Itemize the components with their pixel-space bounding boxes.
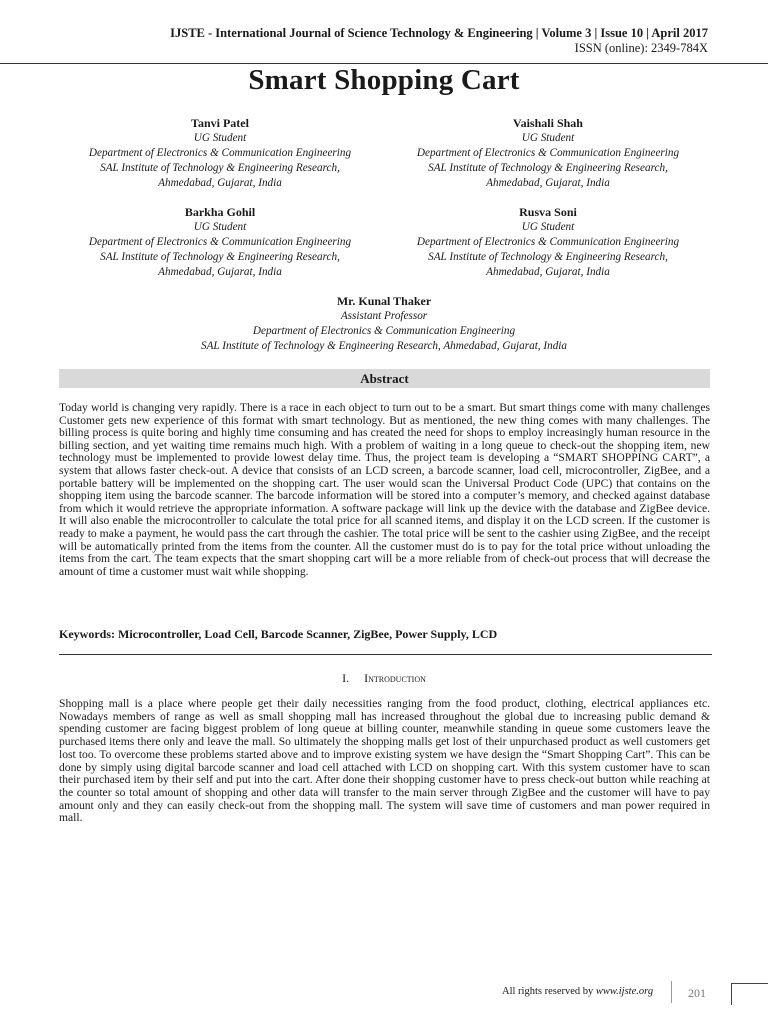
section-heading-introduction bbox=[0, 671, 768, 686]
author-institution: SAL Institute of Technology & Engineering Research, bbox=[100, 162, 340, 174]
author-name: Barkha Gohil bbox=[184, 205, 256, 219]
author-role: Assistant Professor bbox=[340, 310, 428, 322]
author-location: Ahmedabad, Gujarat, India bbox=[486, 177, 610, 189]
author-institution: SAL Institute of Technology & Engineering Research, bbox=[428, 162, 668, 174]
author-role: UG Student bbox=[521, 132, 575, 144]
author-department: Department of Electronics & Communication Engineering bbox=[88, 236, 352, 248]
author-department: Department of Electronics & Communication Engineering bbox=[416, 236, 680, 248]
author-role: UG Student bbox=[193, 221, 247, 233]
author-institution: SAL Institute of Technology & Engineering Research, bbox=[100, 251, 340, 263]
footer-website-link[interactable]: www.ijste.org bbox=[595, 986, 654, 997]
author-department: Department of Electronics & Communication Engineering bbox=[88, 147, 352, 159]
abstract-body: Today world is changing very rapidly. There is a race in each object to turn out to be a smart. But smart things come with many challenges Customer gets new experience of this format with smart technology. But as mentioned, the new thing comes with many challenges. The billing process is quite boring and highly time consuming and has created the need for shops to employ increasingly human resource in the billing section, and yet waiting time remains much high. With a problem of waiting in a long queue to check-out the shopping item, new technology must be implemented to provide lowest delay time. Thus, the project team is developing a “SMART SHOPPING CART”, a system that allows faster check-out. A device that consists of an LCD screen, a barcode scanner, load cell, microcontroller, ZigBee, and a portable battery will be implemented on the shopping cart. The user would scan the Universal Product Code (UPC) that contains on the shopping item using the barcode scanner. The barcode information will be stored into a computer’s memory, and checked against database from which it would retrieve the appropriate information. A software package will link up the device with the database and ZigBee device. It will also enable the microcontroller to calculate the total price for all scanned items, and display it on the LCD screen. If the customer is ready to make a payment, he would pass the cart through the cashier. The total price will be sent to the cashier using ZigBee, and the receipt will be automatically printed from the items from the counter. All the customer must do is to pay for the total price without unloading the items from the cart. The team expects that the smart shopping cart will be a more reliable from of check-out process that will decrease the amount of time a customer must wait while shopping. bbox=[59, 401, 710, 578]
author-block-1 bbox=[55, 116, 385, 191]
introduction-body: Shopping mall is a place where people get their daily necessities ranging from the food product, clothing, electrical appliances etc. Nowadays members of range as well as small shopping mall has increased throughout the global due to increasing public demand & spending customer are facing biggest problem of long queue at billing counter, meanwhile standing in queue some customers leave the purchased items there only and leave the mall. So ultimately the shopping malls get lost of their unpurchased product as well customers get lost too. To overcome these problems started above and to improve existing system we have design the “Smart Shopping Cart”. This can be done by simply using digital barcode scanner and load cell attached with LCD on shopping cart. With this system customer have to scan their purchased item by their self and put into the cart. After done their shopping customer have to press check-out button while reaching at the counter so total amount of shopping and other data will transfer to the main server through ZigBee and the customer will have to pay amount only and they can easily check-out from the shopping mall. The system will save time of customers and man power required in mall. bbox=[59, 697, 710, 825]
journal-header bbox=[170, 26, 708, 56]
author-block-2 bbox=[383, 116, 713, 191]
journal-header-line: IJSTE - International Journal of Science Technology & Engineering | Volume 3 | Issue 10 | April 2017 bbox=[170, 26, 708, 40]
keywords-line: Keywords: Microcontroller, Load Cell, Barcode Scanner, ZigBee, Power Supply, LCD bbox=[59, 627, 498, 641]
author-location: Ahmedabad, Gujarat, India bbox=[158, 177, 282, 189]
footer-rights bbox=[502, 986, 653, 997]
author-department: Department of Electronics & Communication Engineering bbox=[416, 147, 680, 159]
author-institution: SAL Institute of Technology & Engineering Research, Ahmedabad, Gujarat, India bbox=[200, 340, 568, 352]
author-block-4 bbox=[383, 205, 713, 280]
author-location: Ahmedabad, Gujarat, India bbox=[486, 266, 610, 278]
author-name: Rusva Soni bbox=[519, 205, 577, 219]
author-name: Vaishali Shah bbox=[513, 116, 583, 130]
footer-rights-prefix: All rights reserved by bbox=[502, 986, 594, 997]
section-divider bbox=[59, 654, 712, 655]
author-location: Ahmedabad, Gujarat, India bbox=[158, 266, 282, 278]
author-name: Tanvi Patel bbox=[191, 116, 249, 130]
corner-mark-horizontal bbox=[731, 983, 768, 984]
footer-divider bbox=[671, 981, 672, 1003]
paper-title: Smart Shopping Cart bbox=[248, 64, 520, 96]
section-title: Introduction bbox=[364, 671, 426, 685]
journal-issn: ISSN (online): 2349-784X bbox=[574, 41, 708, 55]
author-role: UG Student bbox=[521, 221, 575, 233]
page-number: 201 bbox=[688, 986, 706, 1000]
corner-mark-vertical bbox=[731, 983, 732, 1005]
author-institution: SAL Institute of Technology & Engineering Research, bbox=[428, 251, 668, 263]
abstract-heading: Abstract bbox=[59, 369, 710, 388]
section-number: I. bbox=[342, 671, 350, 685]
author-block-5 bbox=[84, 294, 684, 354]
author-department: Department of Electronics & Communication Engineering bbox=[252, 325, 516, 337]
author-block-3 bbox=[55, 205, 385, 280]
author-name: Mr. Kunal Thaker bbox=[336, 294, 432, 308]
author-role: UG Student bbox=[193, 132, 247, 144]
